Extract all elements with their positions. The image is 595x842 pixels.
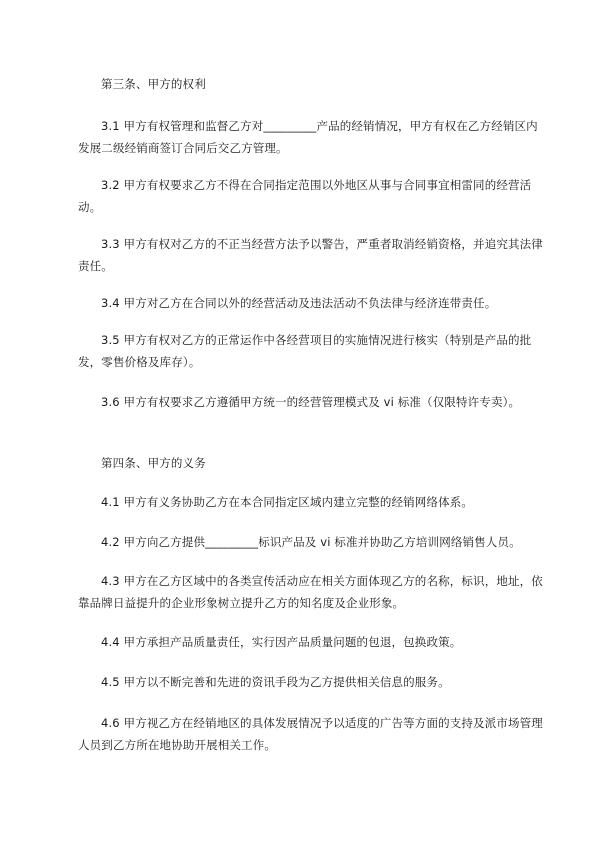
clause-3-1: 3.1 甲方有权管理和监督乙方对_________产品的经销情况，甲方有权在乙方经销区内发展二级经销商签订合同后交乙方管理。	[78, 119, 538, 155]
clause-3-3: 3.3 甲方有权对乙方的不正当经营方法予以警告，严重者取消经销资格，并追究其法律责任。	[78, 237, 543, 273]
clause-4-1: 4.1 甲方有义务协助乙方在本合同指定区域内建立完整的经销网络体系。	[101, 495, 474, 509]
section-heading-obligations: 第四条、甲方的义务	[101, 456, 206, 470]
clause-4-5: 4.5 甲方以不断完善和先进的资讯手段为乙方提供相关信息的服务。	[101, 675, 450, 689]
clause-3-5: 3.5 甲方有权对乙方的正常运作中各经营项目的实施情况进行核实（特别是产品的批发，零售价格及库存）。	[78, 333, 532, 369]
clause-3-6: 3.6 甲方有权要求乙方遵循甲方统一的经营管理模式及 vi 标准（仅限特许专卖）。	[101, 395, 521, 409]
clause-4-6: 4.6 甲方视乙方在经销地区的具体发展情况予以适度的广告等方面的支持及派市场管理人员到乙方所在地协助开展相关工作。	[78, 716, 543, 752]
clause-3-2: 3.2 甲方有权要求乙方不得在合同指定范围以外地区从事与合同事宜相雷同的经营活动。	[78, 178, 532, 214]
clause-4-2: 4.2 甲方向乙方提供_________标识产品及 vi 标准并协助乙方培训网络销售人员。	[101, 535, 521, 549]
section-heading-rights: 第三条、甲方的权利	[101, 77, 206, 91]
clause-4-3: 4.3 甲方在乙方区域中的各类宣传活动应在相关方面体现乙方的名称，标识，地址，依靠品牌日益提升的企业形象树立提升乙方的知名度及企业形象。	[78, 574, 543, 610]
clause-3-4: 3.4 甲方对乙方在合同以外的经营活动及违法活动不负法律与经济连带责任。	[101, 296, 497, 310]
clause-4-4: 4.4 甲方承担产品质量责任，实行因产品质量问题的包退，包换政策。	[101, 635, 462, 649]
